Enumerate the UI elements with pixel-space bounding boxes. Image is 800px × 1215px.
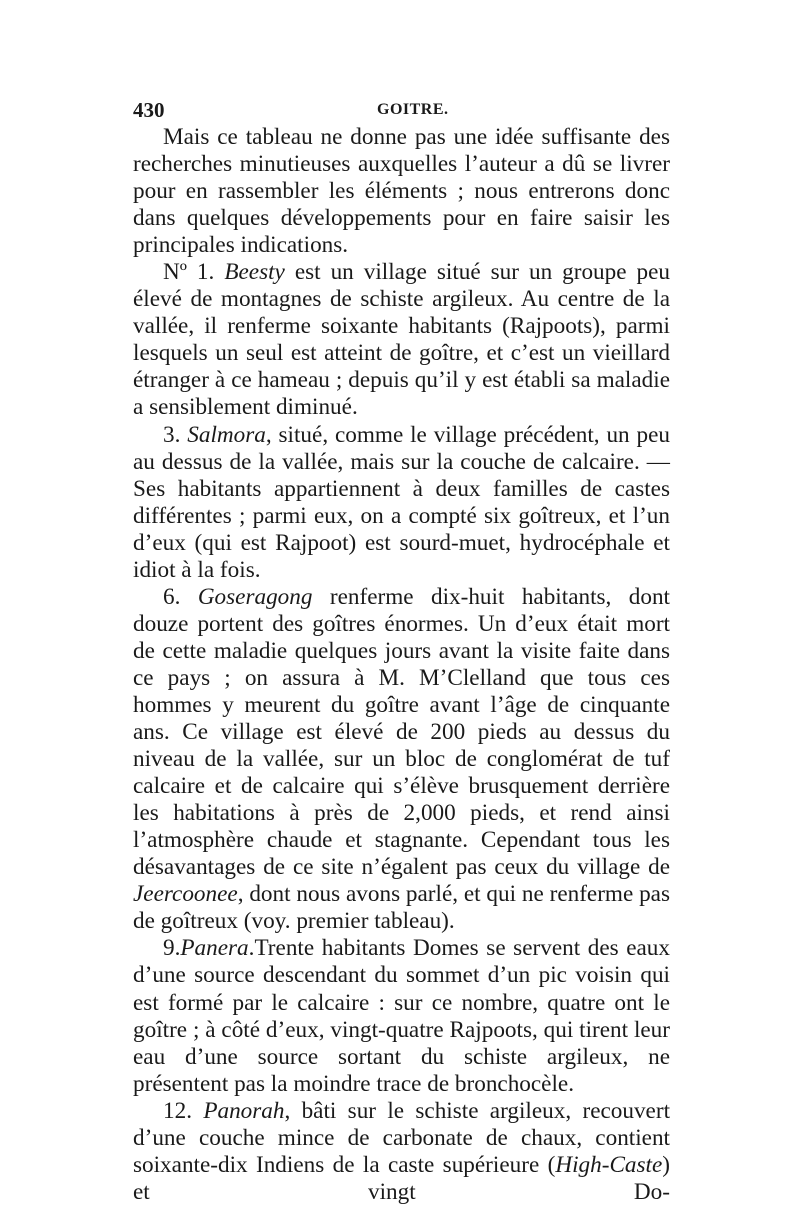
paragraph-panorah	[133, 1098, 670, 1206]
place-name: Beesty	[224, 259, 285, 286]
place-name: Panera	[180, 935, 249, 962]
paragraph-text: , dont nous avons parlé, et qui ne renferme pas de goîtreux (voy. premier tableau).	[133, 881, 670, 935]
paragraph-text: , bâti sur le schiste argileux, recouvert d’une couche mince de carbonate de chaux, contient soixante-dix Indiens de la caste supérieure (	[133, 1097, 671, 1178]
entry-number: 12.	[163, 1097, 192, 1124]
entry-number: 9.	[163, 935, 181, 962]
entry-number: Nº 1.	[163, 259, 215, 286]
place-name: Goseragong	[197, 583, 313, 610]
place-name: Salmora	[187, 421, 266, 448]
paragraph-text: renferme dix-huit habitants, dont douze portent des goîtres énormes. Un d’eux était mort de cette maladie quelques jours avant la visite faite dans ce pays ; on assura à M. M’Clelland que tous ces hommes y meurent du goître avant l’âge de cinquante ans. Ce village est élevé de 200 pieds au dessus du niveau de la vallée, sur un bloc de conglomérat de tuf calcaire et de calcaire qui s’élève brusquement derrière les habitations à près de 2,000 pieds, et rend ainsi l’atmosphère chaude et stagnante. Cependant tous les désavantages de ce site n’égalent pas ceux du village de	[133, 583, 670, 881]
caste-term: High-Caste	[555, 1151, 663, 1178]
paragraph-text: Mais ce tableau ne donne pas une idée suffisante des recherches minutieuses auxquelles l’auteur a dû se livrer pour en rassembler les éléments ; nous entrerons donc dans quelques développements pour en faire saisir les principales indications.	[133, 124, 670, 259]
paragraph-goseragong	[133, 584, 670, 936]
entry-number: 3.	[163, 421, 181, 448]
paragraph-text: est un village situé sur un groupe peu élevé de montagnes de schiste argileux. Au centre de la vallée, il renferme soixante habitants (Rajpoots), parmi lesquels un seul est atteint de goître, et c’est un vieillard étranger à ce hameau ; depuis qu’il y est établi sa maladie a sensiblement diminué.	[133, 259, 671, 421]
running-title: GOITRE.	[377, 101, 449, 118]
body-text	[133, 124, 670, 1206]
paragraph-panera	[133, 935, 670, 1097]
paragraph-intro	[133, 124, 670, 259]
paragraph-salmora	[133, 422, 670, 584]
paragraph-beesty	[133, 259, 670, 421]
place-name: Panorah	[203, 1097, 285, 1124]
paragraph-text: ) et vingt Do-	[133, 1151, 670, 1205]
paragraph-text: .Trente habitants Domes se servent des eaux d’une source descendant du sommet d’un pic voisin qui est formé par le calcaire : sur ce nombre, quatre ont le goître ; à côté d’eux, vingt-quatre Rajpoots, qui tirent leur eau d’une source sortant du schiste argileux, ne présentent pas la moindre trace de bronchocèle.	[133, 935, 670, 1097]
page-number: 430	[133, 98, 165, 122]
paragraph-text: , situé, comme le village précédent, un peu au dessus de la vallée, mais sur la couche de calcaire. — Ses habitants appartiennent à deux familles de castes différentes ; parmi eux, on a compté six goîtreux, et l’un d’eux (qui est Rajpoot) est sourd-muet, hydrocéphale et idiot à la fois.	[133, 421, 671, 583]
entry-number: 6.	[163, 583, 181, 610]
place-name-reference: Jeercoonee	[133, 881, 238, 908]
